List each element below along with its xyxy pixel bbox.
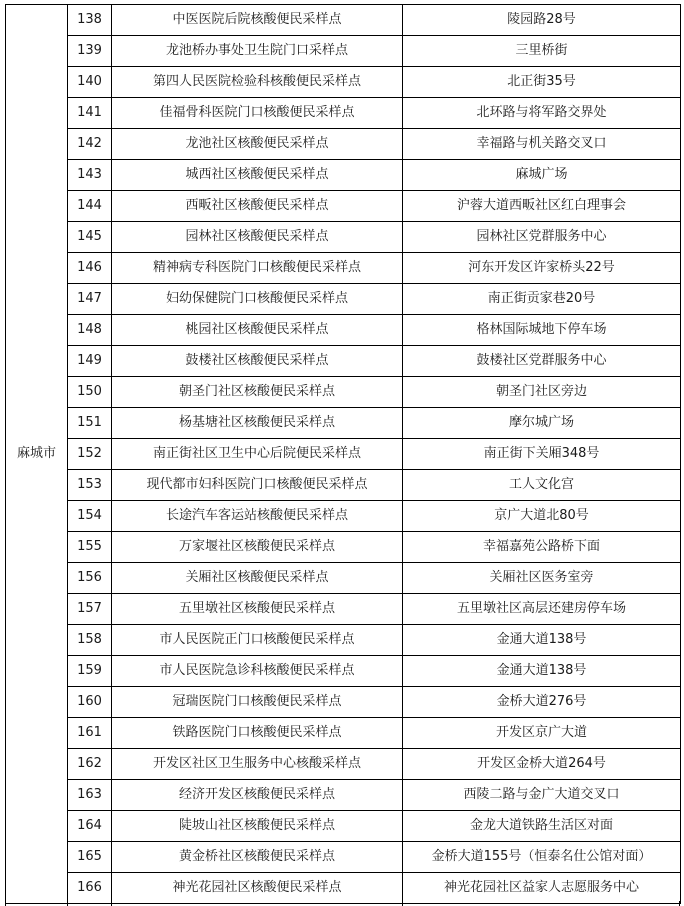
row-number: 145 xyxy=(68,222,112,253)
site-name: 朝圣门社区核酸便民采样点 xyxy=(112,377,403,408)
site-address: 三里桥街 xyxy=(403,36,681,67)
table-row xyxy=(6,346,681,377)
site-address: 麻城广场 xyxy=(403,160,681,191)
site-address: 神光花园社区益家人志愿服务中心 xyxy=(403,873,681,904)
site-address: 金桥大道155号（恒泰名仕公馆对面） xyxy=(403,842,681,873)
site-address: 南正街贡家巷20号 xyxy=(403,284,681,315)
site-address: 幸福嘉苑公路桥下面 xyxy=(403,532,681,563)
table-row xyxy=(6,780,681,811)
table-row xyxy=(6,5,681,36)
site-address: 京广大道北80号 xyxy=(403,501,681,532)
site-name: 市人民医院正门口核酸便民采样点 xyxy=(112,625,403,656)
site-address: 北环路与将军路交界处 xyxy=(403,98,681,129)
site-address: 河东开发区许家桥头22号 xyxy=(403,253,681,284)
table-row xyxy=(6,563,681,594)
table-row xyxy=(6,222,681,253)
row-number: 140 xyxy=(68,67,112,98)
site-address: 关厢社区医务室旁 xyxy=(403,563,681,594)
site-name: 精神病专科医院门口核酸便民采样点 xyxy=(112,253,403,284)
site-name: 杨基塘社区核酸便民采样点 xyxy=(112,408,403,439)
site-address: 朝圣门社区旁边 xyxy=(403,377,681,408)
site-address: 五里墩社区高层还建房停车场 xyxy=(403,594,681,625)
site-address: 金桥大道276号 xyxy=(403,687,681,718)
table-row xyxy=(6,284,681,315)
site-name: 妇幼保健院门口核酸便民采样点 xyxy=(112,284,403,315)
sampling-sites-table xyxy=(5,4,681,904)
row-number: 162 xyxy=(68,749,112,780)
site-address: 沪蓉大道西畈社区红白理事会 xyxy=(403,191,681,222)
site-address: 园林社区党群服务中心 xyxy=(403,222,681,253)
site-name: 龙池桥办事处卫生院门口采样点 xyxy=(112,36,403,67)
table-row xyxy=(6,749,681,780)
site-name: 中医医院后院核酸便民采样点 xyxy=(112,5,403,36)
site-name: 铁路医院门口核酸便民采样点 xyxy=(112,718,403,749)
row-number: 150 xyxy=(68,377,112,408)
table-row xyxy=(6,408,681,439)
site-address: 工人文化宫 xyxy=(403,470,681,501)
row-number: 148 xyxy=(68,315,112,346)
row-number: 159 xyxy=(68,656,112,687)
site-address: 西陵二路与金广大道交叉口 xyxy=(403,780,681,811)
table-row xyxy=(6,160,681,191)
row-number: 146 xyxy=(68,253,112,284)
row-number: 143 xyxy=(68,160,112,191)
site-name: 万家堰社区核酸便民采样点 xyxy=(112,532,403,563)
table-row xyxy=(6,625,681,656)
row-number: 155 xyxy=(68,532,112,563)
site-name: 鼓楼社区核酸便民采样点 xyxy=(112,346,403,377)
site-name: 佳福骨科医院门口核酸便民采样点 xyxy=(112,98,403,129)
city-cell: 麻城市 xyxy=(6,5,68,904)
site-name: 第四人民医院检验科核酸便民采样点 xyxy=(112,67,403,98)
site-name: 城西社区核酸便民采样点 xyxy=(112,160,403,191)
row-number: 161 xyxy=(68,718,112,749)
table-row xyxy=(6,98,681,129)
table-continuation xyxy=(5,901,680,906)
row-number: 163 xyxy=(68,780,112,811)
row-number: 147 xyxy=(68,284,112,315)
row-number: 154 xyxy=(68,501,112,532)
site-address: 摩尔城广场 xyxy=(403,408,681,439)
table-row xyxy=(6,36,681,67)
site-name: 南正街社区卫生中心后院便民采样点 xyxy=(112,439,403,470)
row-number: 144 xyxy=(68,191,112,222)
site-name: 神光花园社区核酸便民采样点 xyxy=(112,873,403,904)
table-row xyxy=(6,67,681,98)
site-address: 格林国际城地下停车场 xyxy=(403,315,681,346)
site-name: 关厢社区核酸便民采样点 xyxy=(112,563,403,594)
table-row xyxy=(6,439,681,470)
site-address: 幸福路与机关路交叉口 xyxy=(403,129,681,160)
row-number: 157 xyxy=(68,594,112,625)
site-address: 鼓楼社区党群服务中心 xyxy=(403,346,681,377)
row-number: 158 xyxy=(68,625,112,656)
row-number: 164 xyxy=(68,811,112,842)
table-row xyxy=(6,873,681,904)
site-name: 陡坡山社区核酸便民采样点 xyxy=(112,811,403,842)
table-row xyxy=(6,253,681,284)
site-name: 龙池社区核酸便民采样点 xyxy=(112,129,403,160)
table-row xyxy=(6,191,681,222)
site-address: 陵园路28号 xyxy=(403,5,681,36)
site-name: 冠瑞医院门口核酸便民采样点 xyxy=(112,687,403,718)
row-number: 149 xyxy=(68,346,112,377)
site-name: 园林社区核酸便民采样点 xyxy=(112,222,403,253)
site-name: 长途汽车客运站核酸便民采样点 xyxy=(112,501,403,532)
row-number: 166 xyxy=(68,873,112,904)
site-name: 现代都市妇科医院门口核酸便民采样点 xyxy=(112,470,403,501)
table-row xyxy=(6,470,681,501)
site-name: 黄金桥社区核酸便民采样点 xyxy=(112,842,403,873)
site-name: 开发区社区卫生服务中心核酸采样点 xyxy=(112,749,403,780)
table-row xyxy=(6,811,681,842)
table-row xyxy=(6,687,681,718)
table-row xyxy=(6,315,681,346)
site-name: 西畈社区核酸便民采样点 xyxy=(112,191,403,222)
table-row xyxy=(6,656,681,687)
row-number: 156 xyxy=(68,563,112,594)
row-number: 141 xyxy=(68,98,112,129)
site-name: 桃园社区核酸便民采样点 xyxy=(112,315,403,346)
row-number: 160 xyxy=(68,687,112,718)
table-row xyxy=(6,129,681,160)
row-number: 165 xyxy=(68,842,112,873)
site-address: 金龙大道铁路生活区对面 xyxy=(403,811,681,842)
table-row xyxy=(6,501,681,532)
row-number: 138 xyxy=(68,5,112,36)
site-address: 南正街下关厢348号 xyxy=(403,439,681,470)
site-address: 金通大道138号 xyxy=(403,625,681,656)
site-address: 开发区京广大道 xyxy=(403,718,681,749)
site-name: 五里墩社区核酸便民采样点 xyxy=(112,594,403,625)
table-row xyxy=(6,842,681,873)
table-row xyxy=(6,718,681,749)
sampling-sites-body xyxy=(6,5,681,904)
site-address: 北正街35号 xyxy=(403,67,681,98)
site-name: 市人民医院急诊科核酸便民采样点 xyxy=(112,656,403,687)
table-row xyxy=(6,594,681,625)
row-number: 151 xyxy=(68,408,112,439)
table-row xyxy=(6,532,681,563)
site-address: 开发区金桥大道264号 xyxy=(403,749,681,780)
row-number: 139 xyxy=(68,36,112,67)
site-name: 经济开发区核酸便民采样点 xyxy=(112,780,403,811)
row-number: 152 xyxy=(68,439,112,470)
table-row xyxy=(6,377,681,408)
row-number: 142 xyxy=(68,129,112,160)
row-number: 153 xyxy=(68,470,112,501)
site-address: 金通大道138号 xyxy=(403,656,681,687)
